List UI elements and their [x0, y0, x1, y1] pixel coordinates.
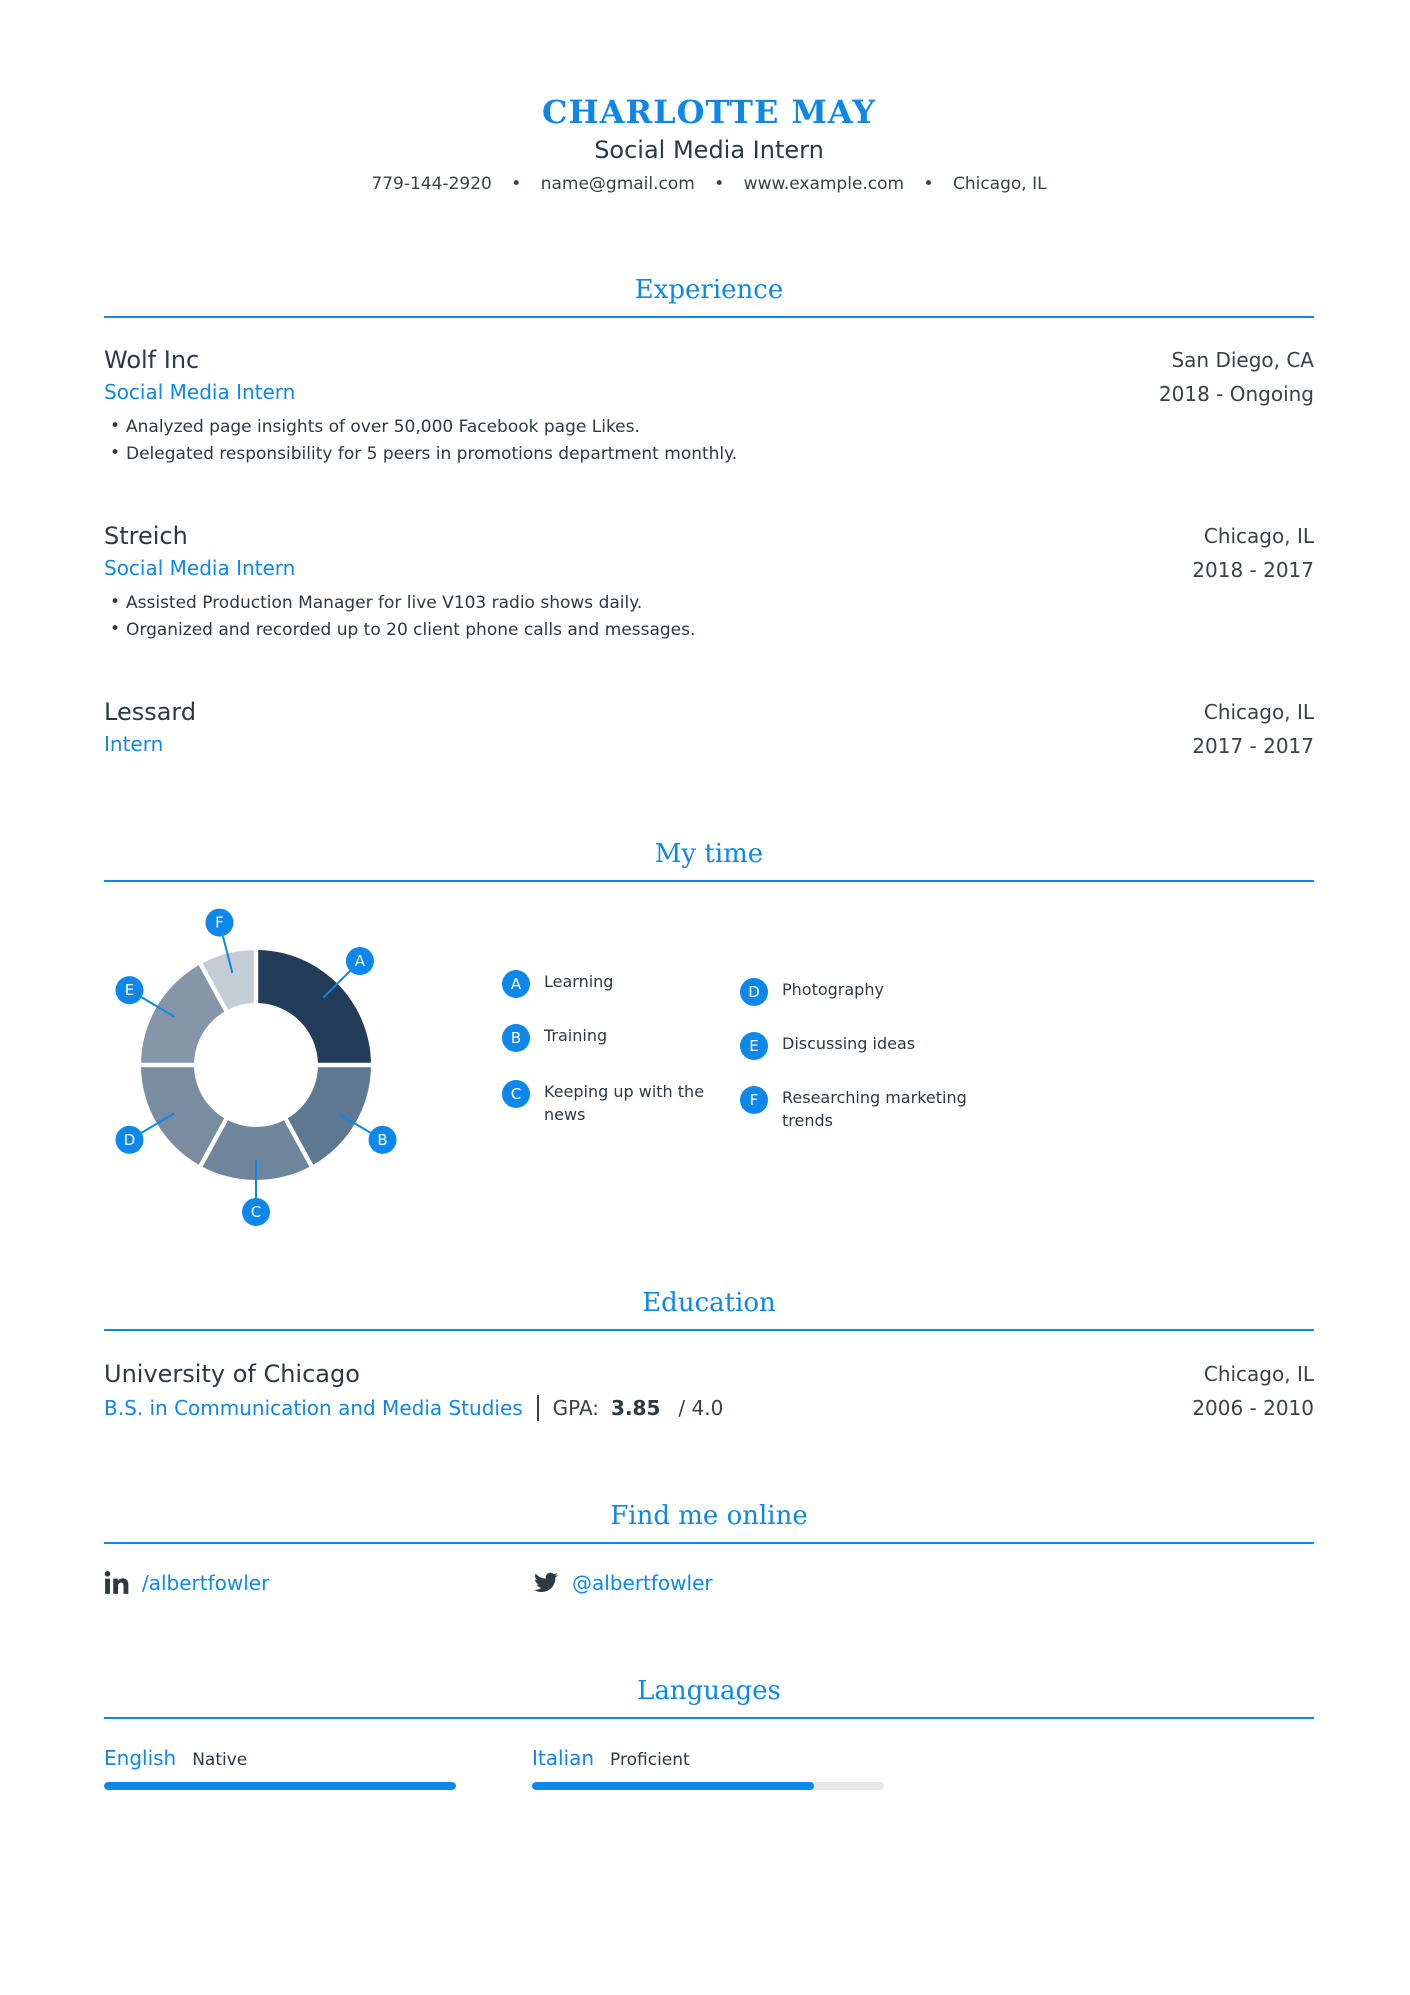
job-location: Chicago, IL — [1203, 524, 1314, 548]
separator: • — [714, 174, 725, 194]
time-donut-chart — [104, 900, 404, 1230]
legend-label: Discussing ideas — [782, 1034, 916, 1053]
candidate-name: CHARLOTTE MAY — [541, 93, 876, 131]
slice-label-a: A — [354, 952, 366, 971]
language-item-english — [104, 1744, 456, 1790]
proficiency-bar — [104, 1782, 456, 1790]
gpa-max: / 4.0 — [678, 1396, 724, 1420]
bullet-item: • Analyzed page insights of over 50,000 Facebook page Likes. — [104, 414, 1314, 441]
legend-badge: B — [502, 1024, 530, 1052]
legend-item-f — [740, 1086, 982, 1132]
linkedin-link[interactable] — [104, 1570, 269, 1596]
slice-label-e: E — [124, 981, 135, 1000]
resume-page — [104, 0, 1314, 1995]
twitter-link[interactable] — [532, 1570, 713, 1596]
education-entry — [104, 1358, 1314, 1422]
legend-badge: F — [740, 1086, 768, 1114]
my-time-divider — [104, 880, 1314, 882]
company-name: Lessard — [104, 698, 197, 726]
bullet-item: • Organized and recorded up to 20 client phone calls and messages. — [104, 617, 1314, 644]
school-name: University of Chicago — [104, 1360, 360, 1388]
slice-label-c: C — [250, 1203, 262, 1221]
legend-label: Training — [544, 1026, 608, 1045]
twitter-icon — [532, 1570, 560, 1596]
phone: 779-144-2920 — [371, 174, 492, 194]
divider-bar — [537, 1395, 539, 1421]
slice-label-b: B — [377, 1130, 388, 1149]
experience-entry — [104, 344, 1314, 468]
language-level: Native — [192, 1750, 248, 1770]
legend-badge: C — [502, 1080, 530, 1108]
legend-item-d — [740, 978, 982, 1006]
languages-divider — [104, 1717, 1314, 1719]
gpa-value: 3.85 — [611, 1396, 661, 1420]
linkedin-icon — [104, 1570, 130, 1596]
separator: • — [923, 174, 934, 194]
legend-badge: A — [502, 970, 530, 998]
language-item-italian — [532, 1744, 884, 1790]
legend-label: Learning — [544, 972, 614, 991]
contact-line — [104, 172, 1314, 196]
legend-item-b — [502, 1024, 744, 1052]
email: name@gmail.com — [540, 174, 695, 194]
education-heading: Education — [642, 1288, 776, 1318]
job-dates: 2018 - 2017 — [1192, 558, 1314, 582]
job-role: Social Media Intern — [104, 380, 296, 404]
school-dates: 2006 - 2010 — [1192, 1396, 1314, 1420]
bullet-item: • Delegated responsibility for 5 peers in promotions department monthly. — [104, 441, 1314, 468]
proficiency-fill — [532, 1782, 814, 1790]
job-location: San Diego, CA — [1171, 348, 1314, 372]
education-divider — [104, 1329, 1314, 1331]
my-time-heading: My time — [654, 839, 764, 869]
languages-heading: Languages — [637, 1676, 781, 1706]
legend-badge: D — [740, 978, 768, 1006]
gpa-label: GPA: — [552, 1396, 600, 1420]
slice-label-f: F — [215, 913, 224, 932]
experience-entry — [104, 520, 1314, 644]
candidate-title: Social Media Intern — [594, 136, 824, 164]
separator: • — [511, 174, 522, 194]
job-location: Chicago, IL — [1203, 700, 1314, 724]
linkedin-handle: /albertfowler — [142, 1571, 270, 1595]
slice-label-d: D — [123, 1130, 136, 1149]
language-name: English — [104, 1746, 177, 1770]
job-dates: 2018 - Ongoing — [1158, 382, 1314, 406]
bullet-item: • Assisted Production Manager for live V103 radio shows daily. — [104, 590, 1314, 617]
twitter-handle: @albertfowler — [572, 1571, 713, 1595]
website: www.example.com — [743, 174, 905, 194]
legend-badge: E — [740, 1032, 768, 1060]
experience-divider — [104, 316, 1314, 318]
degree: B.S. in Communication and Media Studies — [104, 1396, 523, 1420]
bullet-list — [104, 590, 1314, 644]
job-role: Intern — [104, 732, 164, 756]
proficiency-bar — [532, 1782, 884, 1790]
legend-item-a — [502, 970, 744, 998]
legend-label: Photography — [782, 980, 884, 999]
company-name: Wolf Inc — [104, 346, 200, 374]
resume-header — [104, 92, 1314, 196]
legend-item-c — [502, 1080, 744, 1126]
legend-item-e — [740, 1032, 982, 1060]
job-role: Social Media Intern — [104, 556, 296, 580]
job-dates: 2017 - 2017 — [1192, 734, 1314, 758]
language-name: Italian — [532, 1746, 595, 1770]
legend-label: Keeping up with the news — [544, 1082, 705, 1124]
company-name: Streich — [104, 522, 188, 550]
legend-label: Researching marketing trends — [782, 1088, 967, 1130]
bullet-list — [104, 414, 1314, 468]
online-divider — [104, 1542, 1314, 1544]
experience-entry — [104, 696, 1314, 758]
language-level: Proficient — [610, 1750, 690, 1770]
experience-heading: Experience — [634, 275, 784, 305]
proficiency-fill — [104, 1782, 456, 1790]
school-location: Chicago, IL — [1203, 1362, 1314, 1386]
online-heading: Find me online — [610, 1501, 808, 1531]
location: Chicago, IL — [952, 174, 1047, 194]
